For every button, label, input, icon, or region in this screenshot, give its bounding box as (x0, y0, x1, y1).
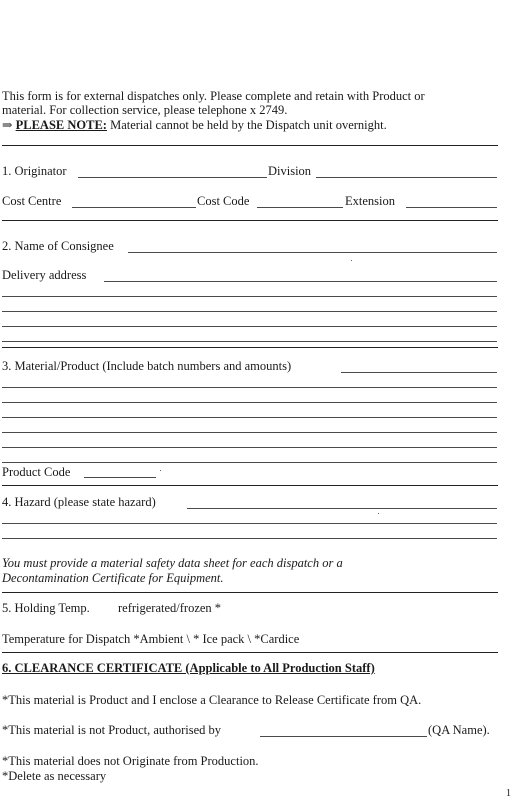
intro-line-1: This form is for external dispatches only. Please complete and retain with Product or (2, 89, 425, 103)
consignee-label: 2. Name of Consignee (2, 239, 114, 253)
cost-code-field[interactable] (257, 207, 343, 208)
originator-label: 1. Originator (2, 164, 67, 178)
hazard-label: 4. Hazard (please state hazard) (2, 495, 156, 509)
qa-name-label: (QA Name). (428, 723, 490, 737)
divider (2, 592, 498, 593)
dispatch-temperature[interactable]: Temperature for Dispatch *Ambient \ * Ice pack \ *Cardice (2, 632, 300, 646)
hazard-line[interactable] (2, 538, 497, 539)
division-label: Division (268, 164, 312, 178)
divider (2, 347, 498, 348)
consignee-field[interactable] (128, 252, 497, 253)
cost-centre-label: Cost Centre (2, 194, 62, 208)
material-line[interactable] (2, 447, 497, 448)
please-note-label: PLEASE NOTE: (15, 118, 107, 132)
please-note-text: Material cannot be held by the Dispatch unit overnight. (106, 118, 387, 132)
material-field[interactable] (341, 372, 497, 373)
material-line[interactable] (2, 432, 497, 433)
delete-note: *Delete as necessary (2, 769, 107, 783)
delivery-address-line[interactable] (2, 341, 497, 342)
clearance-heading: 6. CLEARANCE CERTIFICATE (Applicable to All Production Staff) (2, 661, 375, 675)
divider (2, 220, 498, 221)
extension-field[interactable] (406, 207, 497, 208)
product-code-field[interactable] (84, 477, 156, 478)
delivery-address-field[interactable] (104, 281, 497, 282)
extension-label: Extension (345, 194, 395, 208)
page-number: 1 (506, 788, 511, 799)
msds-notice-line-1: You must provide a material safety data sheet for each dispatch or a (2, 556, 343, 570)
hazard-line[interactable] (2, 523, 497, 524)
clearance-option-not-production[interactable]: *This material does not Originate from Production. (2, 754, 259, 768)
please-note (2, 119, 387, 132)
delivery-address-label: Delivery address (2, 268, 87, 282)
scan-speck (378, 513, 379, 514)
holding-temp-options[interactable]: refrigerated/frozen * (118, 601, 222, 615)
delivery-address-line[interactable] (2, 326, 497, 327)
qa-name-field[interactable] (260, 736, 427, 737)
holding-temp-label: 5. Holding Temp. (2, 601, 90, 615)
division-field[interactable] (316, 177, 497, 178)
delivery-address-line[interactable] (2, 311, 497, 312)
scan-speck (351, 260, 352, 261)
product-code-label: Product Code (2, 465, 71, 479)
material-line[interactable] (2, 402, 497, 403)
divider (2, 652, 498, 653)
material-label: 3. Material/Product (Include batch numbers and amounts) (2, 359, 292, 373)
originator-field[interactable] (78, 177, 267, 178)
intro-line-2: material. For collection service, please telephone x 2749. (2, 103, 288, 117)
scan-speck (160, 470, 161, 471)
cost-centre-field[interactable] (72, 207, 196, 208)
material-line[interactable] (2, 417, 497, 418)
material-line[interactable] (2, 387, 497, 388)
clearance-option-not-product[interactable]: *This material is not Product, authorised by (2, 723, 222, 737)
divider (2, 485, 498, 486)
cost-code-label: Cost Code (197, 194, 250, 208)
divider (2, 145, 498, 146)
hazard-field[interactable] (187, 508, 497, 509)
msds-notice-line-2: Decontamination Certificate for Equipment. (2, 571, 224, 585)
arrow-icon: ⇒ (2, 118, 13, 132)
delivery-address-line[interactable] (2, 296, 497, 297)
material-line[interactable] (2, 462, 497, 463)
clearance-option-product[interactable]: *This material is Product and I enclose a Clearance to Release Certificate from QA. (2, 693, 422, 707)
